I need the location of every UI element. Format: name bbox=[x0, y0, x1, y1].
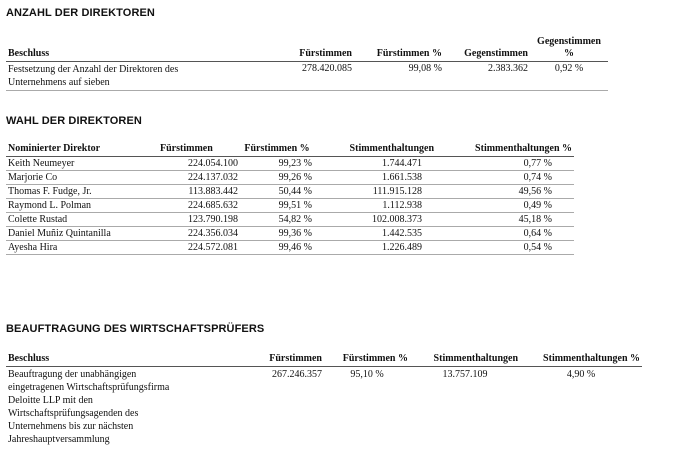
votes-for-cell: 224.572.081 bbox=[158, 241, 240, 255]
abstentions-pct-cell: 0,74 % bbox=[436, 171, 574, 185]
votes-for-pct-cell: 99,23 % bbox=[240, 157, 314, 171]
votes-for-pct-cell: 99,36 % bbox=[240, 227, 314, 241]
col-header-votes-for-pct: Fürstimmen % bbox=[240, 143, 314, 157]
abstentions-pct-cell: 0,64 % bbox=[436, 227, 574, 241]
resolution-cell bbox=[6, 367, 242, 447]
votes-for-pct-cell: 54,82 % bbox=[240, 213, 314, 227]
resolution-text-line: Wirtschaftsprüfungsagenden des bbox=[8, 408, 139, 419]
resolution-text-line: eingetragenen Wirtschaftsprüfungsfirma bbox=[8, 382, 170, 393]
abstentions-cell: 111.915.128 bbox=[314, 185, 436, 199]
resolution-text-line: Unternehmens bis zur nächsten bbox=[8, 421, 134, 432]
col-header-resolution: Beschluss bbox=[6, 36, 274, 62]
col-header-abstentions-pct: Stimmenthaltungen % bbox=[520, 353, 642, 367]
abstentions-cell: 102.008.373 bbox=[314, 213, 436, 227]
resolution-text-line: Jahreshauptversammlung bbox=[8, 434, 110, 445]
table-row bbox=[6, 185, 574, 199]
votes-for-cell: 278.420.085 bbox=[274, 62, 354, 91]
votes-against-pct-cell: 0,92 % bbox=[530, 62, 608, 91]
votes-for-pct-cell: 99,08 % bbox=[354, 62, 444, 91]
resolution-text-line: Deloitte LLP mit den bbox=[8, 395, 93, 406]
table-row bbox=[6, 367, 642, 447]
abstentions-cell: 1.744.471 bbox=[314, 157, 436, 171]
votes-for-cell: 123.790.198 bbox=[158, 213, 240, 227]
col-header-votes-for-pct: Fürstimmen % bbox=[324, 353, 410, 367]
nominee-name-cell: Keith Neumeyer bbox=[6, 157, 158, 171]
col-header-votes-for: Fürstimmen bbox=[158, 143, 240, 157]
votes-for-cell: 224.137.032 bbox=[158, 171, 240, 185]
abstentions-cell: 1.226.489 bbox=[314, 241, 436, 255]
nominee-name-cell: Marjorie Co bbox=[6, 171, 158, 185]
abstentions-pct-cell: 0,77 % bbox=[436, 157, 574, 171]
abstentions-pct-cell: 0,49 % bbox=[436, 199, 574, 213]
abstentions-pct-cell: 4,90 % bbox=[566, 369, 596, 380]
abstentions-pct-cell: 45,18 % bbox=[436, 213, 574, 227]
table-row bbox=[6, 213, 574, 227]
votes-against-cell: 2.383.362 bbox=[444, 62, 530, 91]
election-of-directors-table bbox=[6, 143, 574, 255]
abstentions-cell: 1.442.535 bbox=[314, 227, 436, 241]
col-header-votes-against: Gegenstimmen bbox=[444, 36, 530, 62]
nominee-name-cell: Ayesha Hira bbox=[6, 241, 158, 255]
section-title-election-of-directors: WAHL DER DIREKTOREN bbox=[6, 115, 142, 127]
resolution-cell bbox=[6, 62, 274, 91]
resolution-text-line: Unternehmens auf sieben bbox=[8, 77, 110, 88]
table-row bbox=[6, 171, 574, 185]
col-header-votes-against-pct: Gegenstimmen % bbox=[530, 36, 608, 62]
auditor-appointment-table bbox=[6, 353, 642, 446]
table-row bbox=[6, 227, 574, 241]
votes-for-pct-cell: 99,46 % bbox=[240, 241, 314, 255]
votes-for-cell: 113.883.442 bbox=[158, 185, 240, 199]
section-title-number-of-directors: ANZAHL DER DIREKTOREN bbox=[6, 7, 155, 19]
nominee-name-cell: Thomas F. Fudge, Jr. bbox=[6, 185, 158, 199]
col-header-votes-for: Fürstimmen bbox=[242, 353, 324, 367]
table-row bbox=[6, 62, 608, 91]
votes-for-cell: 224.685.632 bbox=[158, 199, 240, 213]
nominee-name-cell: Raymond L. Polman bbox=[6, 199, 158, 213]
col-header-abstentions: Stimmenthaltungen bbox=[410, 353, 520, 367]
col-header-abstentions: Stimmenthaltungen bbox=[314, 143, 436, 157]
abstentions-cell: 1.661.538 bbox=[314, 171, 436, 185]
resolution-text-line: Festsetzung der Anzahl der Direktoren des bbox=[8, 64, 179, 75]
nominee-name-cell: Daniel Muñiz Quintanilla bbox=[6, 227, 158, 241]
table-row bbox=[6, 157, 574, 171]
votes-for-pct-cell: 95,10 % bbox=[350, 369, 384, 380]
col-header-votes-for-pct: Fürstimmen % bbox=[354, 36, 444, 62]
section-title-auditor-appointment: BEAUFTRAGUNG DES WIRTSCHAFTSPRÜFERS bbox=[6, 323, 265, 335]
votes-for-pct-cell: 99,26 % bbox=[240, 171, 314, 185]
table-row bbox=[6, 199, 574, 213]
abstentions-cell: 13.757.109 bbox=[442, 369, 488, 380]
nominee-name-cell: Colette Rustad bbox=[6, 213, 158, 227]
col-header-votes-for: Fürstimmen bbox=[274, 36, 354, 62]
col-header-nominee: Nominierter Direktor bbox=[6, 143, 158, 157]
number-of-directors-table bbox=[6, 36, 608, 91]
table-row bbox=[6, 241, 574, 255]
votes-for-pct-cell: 99,51 % bbox=[240, 199, 314, 213]
col-header-resolution: Beschluss bbox=[6, 353, 242, 367]
abstentions-cell: 1.112.938 bbox=[314, 199, 436, 213]
resolution-text-line: Beauftragung der unabhängigen bbox=[8, 369, 137, 380]
votes-for-cell: 267.246.357 bbox=[272, 369, 322, 380]
votes-for-cell: 224.356.034 bbox=[158, 227, 240, 241]
votes-for-pct-cell: 50,44 % bbox=[240, 185, 314, 199]
col-header-abstentions-pct: Stimmenthaltungen % bbox=[436, 143, 574, 157]
abstentions-pct-cell: 49,56 % bbox=[436, 185, 574, 199]
abstentions-pct-cell: 0,54 % bbox=[436, 241, 574, 255]
votes-for-cell: 224.054.100 bbox=[158, 157, 240, 171]
